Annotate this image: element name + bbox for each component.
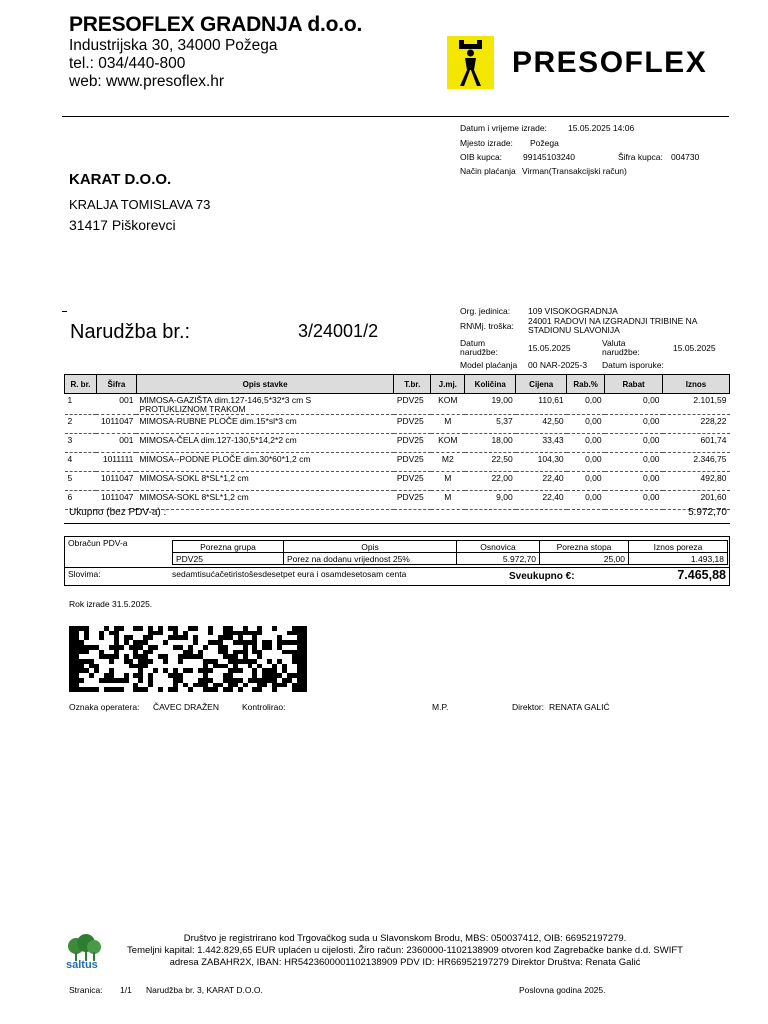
payment-value: Virman(Transakcijski račun) (522, 166, 627, 176)
order-title: Narudžba br.: (70, 321, 191, 343)
order-date-label-1: Datum (460, 338, 486, 348)
fold-mark (62, 311, 67, 312)
cell-desc: MIMOSA-SOKL 8*SL*1,2 cm (136, 491, 393, 510)
deadline: Rok izrade 31.5.2025. (69, 599, 153, 609)
cell-rb: 6 (65, 491, 97, 510)
presoflex-logo-text: PRESOFLEX (512, 46, 708, 79)
cell-price: 22,40 (516, 472, 567, 491)
vat-rate: 25,00 (539, 552, 629, 565)
col-header-code: Šifra (96, 375, 136, 394)
cell-amount: 492,80 (663, 472, 730, 491)
currency-label-1: Valuta (602, 338, 626, 348)
table-row (65, 434, 730, 453)
cell-tax: PDV25 (394, 472, 431, 491)
place-value: Požega (530, 138, 559, 148)
model-label: Model plaćanja (460, 360, 518, 370)
cell-amount: 2.346,75 (663, 453, 730, 472)
cell-tax: PDV25 (394, 415, 431, 434)
currency-value: 15.05.2025 (673, 343, 716, 353)
cost-center-label: RN\Mj. troška: (460, 321, 514, 331)
col-header-qty: Količina (465, 375, 516, 394)
items-header-row (65, 375, 730, 394)
order-date-value: 15.05.2025 (528, 343, 571, 353)
cell-disc: 0,00 (605, 415, 663, 434)
cell-disc: 0,00 (605, 453, 663, 472)
buyer-city: 31417 Piškorevci (69, 217, 176, 233)
cell-code: 1011047 (96, 472, 136, 491)
cell-unit: KOM (431, 394, 465, 415)
company-address: Industrijska 30, 34000 Požega (69, 37, 278, 54)
cell-disc: 0,00 (605, 472, 663, 491)
customer-code-value: 004730 (671, 152, 700, 162)
cell-desc: MIMOSA-ČELA dim.127-130,5*14,2*2 cm (136, 434, 393, 453)
cell-code: 001 (96, 394, 136, 415)
cell-tax: PDV25 (394, 394, 431, 415)
operator-value: ČAVEC DRAŽEN (153, 702, 219, 712)
cell-rb: 4 (65, 453, 97, 472)
place-label: Mjesto izrade: (460, 138, 513, 148)
cell-rb: 2 (65, 415, 97, 434)
business-year: Poslovna godina 2025. (519, 985, 606, 995)
vat-col-rate: Porezna stopa (539, 540, 629, 553)
cell-unit: M2 (431, 453, 465, 472)
cell-price: 42,50 (516, 415, 567, 434)
company-name: PRESOFLEX GRADNJA d.o.o. (69, 13, 363, 36)
cell-desc-line1: MIMOSA-GAZIŠTA dim.127-146,5*32*3 cm S (139, 395, 312, 405)
vat-base: 5.972,70 (456, 552, 540, 565)
cell-tax: PDV25 (394, 434, 431, 453)
payment-label: Način plaćanja (460, 166, 516, 176)
cell-unit: M (431, 491, 465, 510)
order-date-label-2: narudžbe: (460, 347, 498, 357)
cell-amount: 228,22 (663, 415, 730, 434)
col-header-disc-pct: Rab.% (567, 375, 605, 394)
cell-code: 1011111 (96, 453, 136, 472)
cell-tax: PDV25 (394, 491, 431, 510)
order-number: 3/24001/2 (298, 321, 379, 341)
director-value: RENATA GALIĆ (549, 702, 610, 712)
cell-disc-pct: 0,00 (567, 453, 605, 472)
cell-disc: 0,00 (605, 394, 663, 415)
cell-disc: 0,00 (605, 491, 663, 510)
cell-qty: 22,00 (465, 472, 516, 491)
currency-label-2: narudžbe: (602, 347, 640, 357)
cell-amount: 601,74 (663, 434, 730, 453)
controller-label: Kontrolirao: (242, 702, 286, 712)
cell-qty: 22,50 (465, 453, 516, 472)
cell-disc: 0,00 (605, 434, 663, 453)
cell-unit: KOM (431, 434, 465, 453)
company-phone: tel.: 034/440-800 (69, 55, 186, 72)
table-row (65, 472, 730, 491)
page-document: Narudžba br. 3, KARAT D.O.O. (146, 985, 263, 995)
presoflex-logo-icon (447, 36, 494, 89)
footer-line-1: Društvo je registrirano kod Trgovačkog suda u Slavonskom Brodu, MBS: 050037412, OIB: 66952197279. (183, 933, 627, 944)
cell-disc-pct: 0,00 (567, 472, 605, 491)
cell-qty: 5,37 (465, 415, 516, 434)
vat-group: PDV25 (172, 552, 284, 565)
barcode-image (69, 626, 307, 692)
total-label: Ukupno (bez PDV-a) : (69, 507, 167, 518)
cell-unit: M (431, 415, 465, 434)
org-unit-label: Org. jedinica: (460, 306, 511, 316)
page-value: 1/1 (120, 985, 132, 995)
total-row (64, 505, 730, 524)
cell-qty: 19,00 (465, 394, 516, 415)
col-header-amount: Iznos (663, 375, 730, 394)
vat-col-group: Porezna grupa (172, 540, 284, 553)
cost-center-value-2: STADIONU SLAVONIJA (528, 325, 620, 335)
page-label: Stranica: (69, 985, 103, 995)
col-header-unit: J.mj. (431, 375, 465, 394)
vat-summary (64, 536, 730, 586)
customer-code-label: Šifra kupca: (618, 152, 663, 162)
footer-line-2: Temeljni kapital: 1.442.829,65 EUR uplaćen u cijelosti. Žiro račun: 2360000-1102138909 otvoren kod Zagrebačke banke d.d. SWIFT (127, 945, 683, 956)
col-header-disc: Rabat (605, 375, 663, 394)
grand-total-value: 7.465,88 (677, 568, 726, 582)
cell-price: 22,40 (516, 491, 567, 510)
vat-divider (65, 567, 729, 568)
cell-disc-pct: 0,00 (567, 394, 605, 415)
cell-disc-pct: 0,00 (567, 491, 605, 510)
col-header-desc: Opis stavke (136, 375, 393, 394)
buyer-street: KRALJA TOMISLAVA 73 (69, 197, 211, 212)
cell-desc-line2: PROTUKLIZNOM TRAKOM (139, 404, 246, 414)
col-header-rb: R. br. (65, 375, 97, 394)
company-web: web: www.presoflex.hr (69, 73, 225, 90)
cell-unit: M (431, 472, 465, 491)
col-header-price: Cijena (516, 375, 567, 394)
vat-col-desc: Opis (283, 540, 457, 553)
date-label: Datum i vrijeme izrade: (460, 123, 547, 133)
vat-words: sedamtisućačetiristošesdesetpet eura i osamdesetosam centa (172, 569, 407, 579)
cell-rb: 3 (65, 434, 97, 453)
oib-value: 99145103240 (523, 152, 576, 162)
header-divider (62, 116, 729, 117)
oib-label: OIB kupca: (460, 152, 503, 162)
saltus-text: saltus (66, 959, 98, 971)
footer-line-3: adresa ZABAHR2X, IBAN: HR5423600001102138909 PDV ID: HR66952197279 Direktor Društva: Renata Galić (169, 957, 641, 968)
cell-rb: 5 (65, 472, 97, 491)
cell-desc: MIMOSA--PODNE PLOČE dim.30*60*1,2 cm (136, 453, 393, 472)
barcode-grid (69, 626, 307, 692)
org-unit-value: 109 VISOKOGRADNJA (528, 306, 618, 316)
cell-desc (136, 394, 393, 415)
cost-center-value-1: 24001 RADOVI NA IZGRADNJI TRIBINE NA (528, 316, 698, 326)
director-label: Direktor: (512, 702, 545, 712)
operator-label: Oznaka operatera: (69, 702, 140, 712)
cell-price: 104,30 (516, 453, 567, 472)
cell-code: 001 (96, 434, 136, 453)
table-row (65, 415, 730, 434)
cell-amount: 201,60 (663, 491, 730, 510)
cell-qty: 18,00 (465, 434, 516, 453)
table-row (65, 453, 730, 472)
date-value: 15.05.2025 14:06 (568, 123, 635, 133)
stamp-mark: M.P. (432, 702, 449, 712)
col-header-tax: T.br. (394, 375, 431, 394)
saltus-logo (66, 934, 102, 974)
vat-desc: Porez na dodanu vrijednost 25% (283, 552, 457, 565)
delivery-date-label: Datum isporuke: (602, 360, 664, 370)
cell-code: 1011047 (96, 491, 136, 510)
table-row (65, 394, 730, 415)
vat-amount: 1.493,18 (628, 552, 728, 565)
cell-price: 33,43 (516, 434, 567, 453)
cell-desc: MIMOSA-RUBNE PLOČE dim.15*sl*3 cm (136, 415, 393, 434)
cell-code: 1011047 (96, 415, 136, 434)
vat-title: Obračun PDV-a (68, 538, 128, 548)
barcode-module (302, 687, 307, 692)
items-table (64, 374, 730, 510)
cell-amount: 2.101,59 (663, 394, 730, 415)
cell-tax: PDV25 (394, 453, 431, 472)
cell-qty: 9,00 (465, 491, 516, 510)
cell-disc-pct: 0,00 (567, 434, 605, 453)
cell-disc-pct: 0,00 (567, 415, 605, 434)
model-value: 00 NAR-2025-3 (528, 360, 588, 370)
cell-price: 110,61 (516, 394, 567, 415)
buyer-name: KARAT D.O.O. (69, 171, 172, 188)
cell-desc: MIMOSA-SOKL 8*SL*1,2 cm (136, 472, 393, 491)
vat-words-label: Slovima: (68, 569, 101, 579)
grand-total-label: Sveukupno €: (509, 571, 575, 582)
vat-col-amount: Iznos poreza (628, 540, 728, 553)
total-value: 5.972,70 (688, 507, 727, 518)
cell-rb: 1 (65, 394, 97, 415)
vat-col-base: Osnovica (456, 540, 540, 553)
